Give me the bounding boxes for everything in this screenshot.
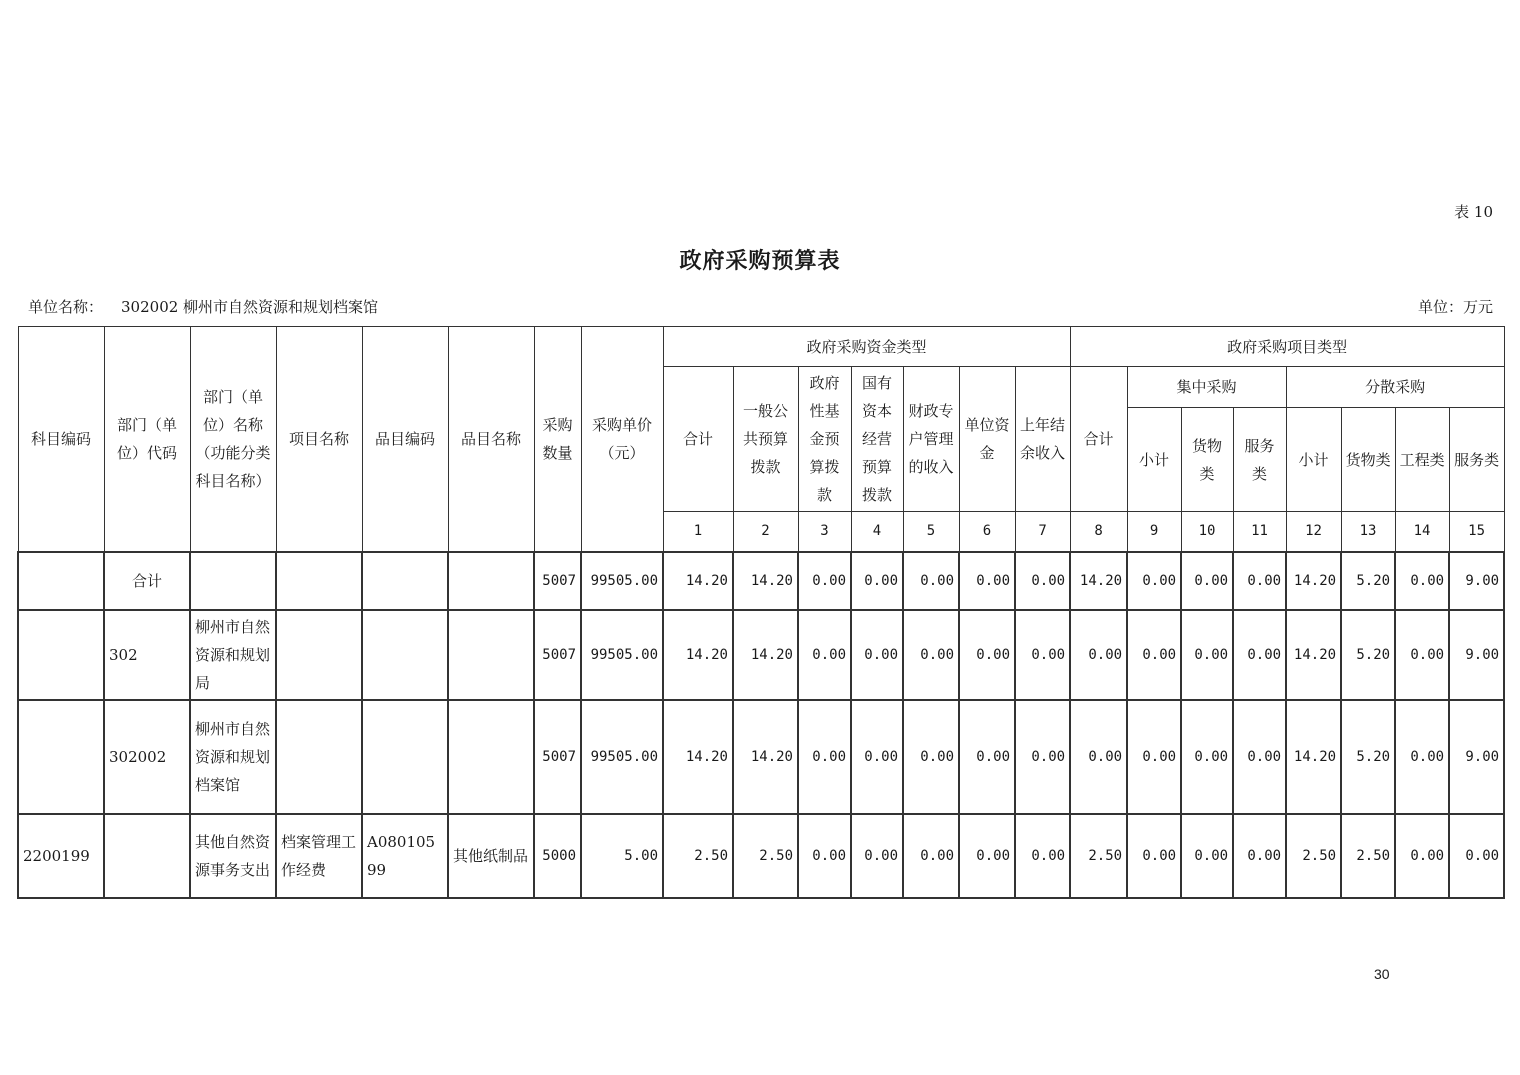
cell-value: 2.50 bbox=[1070, 814, 1127, 898]
cell-qty: 5007 bbox=[534, 610, 581, 700]
cell-unit-price: 5.00 bbox=[581, 814, 663, 898]
table-row bbox=[18, 700, 1504, 814]
header-centralized-goods: 货物类 bbox=[1181, 408, 1233, 512]
cell-value: 0.00 bbox=[1395, 700, 1449, 814]
cell-value: 0.00 bbox=[1181, 700, 1233, 814]
cell-value: 14.20 bbox=[663, 610, 733, 700]
cell-value: 0.00 bbox=[959, 610, 1015, 700]
cell-value: 0.00 bbox=[798, 610, 851, 700]
column-number: 14 bbox=[1395, 512, 1449, 552]
header-centralized-subtotal: 小计 bbox=[1127, 408, 1181, 512]
cell-value: 0.00 bbox=[1015, 700, 1070, 814]
column-number: 2 bbox=[733, 512, 798, 552]
cell-value: 2.50 bbox=[733, 814, 798, 898]
cell-value: 0.00 bbox=[959, 814, 1015, 898]
cell-value: 0.00 bbox=[1395, 610, 1449, 700]
cell-value: 0.00 bbox=[1233, 814, 1286, 898]
cell-value: 0.00 bbox=[959, 552, 1015, 610]
header-centralized: 集中采购 bbox=[1127, 367, 1286, 408]
column-number: 11 bbox=[1233, 512, 1286, 552]
cell-item-code bbox=[362, 552, 448, 610]
table-number: 表 10 bbox=[1454, 203, 1493, 221]
table-body bbox=[18, 552, 1504, 898]
column-number: 6 bbox=[959, 512, 1015, 552]
table-header bbox=[18, 327, 1504, 552]
cell-value: 14.20 bbox=[663, 700, 733, 814]
header-fund-group: 政府采购资金类型 bbox=[663, 327, 1070, 367]
column-number: 10 bbox=[1181, 512, 1233, 552]
header-decentralized-service: 服务类 bbox=[1449, 408, 1504, 512]
column-number: 9 bbox=[1127, 512, 1181, 552]
cell-value: 0.00 bbox=[1181, 814, 1233, 898]
cell-value: 0.00 bbox=[851, 610, 903, 700]
header-centralized-service: 服务类 bbox=[1233, 408, 1286, 512]
unit-label: 单位：万元 bbox=[1417, 298, 1493, 316]
cell-subject-code bbox=[18, 700, 104, 814]
cell-value: 0.00 bbox=[1015, 814, 1070, 898]
cell-dept-code: 合计 bbox=[104, 552, 190, 610]
cell-dept-name: 柳州市自然资源和规划档案馆 bbox=[190, 700, 276, 814]
cell-value: 0.00 bbox=[903, 700, 959, 814]
header-decentralized-engineering: 工程类 bbox=[1395, 408, 1449, 512]
page-title: 政府采购预算表 bbox=[679, 248, 841, 274]
cell-value: 0.00 bbox=[1233, 610, 1286, 700]
header-fund-state-capital: 国有资本经营预算拨款 bbox=[851, 367, 903, 512]
header-qty: 采购数量 bbox=[534, 327, 581, 552]
header-item-code: 品目编码 bbox=[362, 327, 448, 552]
cell-value: 0.00 bbox=[959, 700, 1015, 814]
column-number: 12 bbox=[1286, 512, 1341, 552]
column-number: 7 bbox=[1015, 512, 1070, 552]
cell-item-name: 其他纸制品 bbox=[448, 814, 534, 898]
header-fund-total: 合计 bbox=[663, 367, 733, 512]
cell-value: 0.00 bbox=[1395, 552, 1449, 610]
cell-subject-code bbox=[18, 610, 104, 700]
header-fund-gov-fund: 政府性基金预算拨款 bbox=[798, 367, 851, 512]
unit-name-value: 302002 柳州市自然资源和规划档案馆 bbox=[121, 298, 379, 316]
cell-dept-code: 302002 bbox=[104, 700, 190, 814]
column-number: 4 bbox=[851, 512, 903, 552]
cell-item-code bbox=[362, 700, 448, 814]
column-number: 8 bbox=[1070, 512, 1127, 552]
cell-value: 0.00 bbox=[1127, 814, 1181, 898]
cell-value: 9.00 bbox=[1449, 610, 1504, 700]
header-project-group: 政府采购项目类型 bbox=[1070, 327, 1504, 367]
unit-name bbox=[28, 296, 378, 317]
table-row bbox=[18, 552, 1504, 610]
cell-dept-name bbox=[190, 552, 276, 610]
column-number: 1 bbox=[663, 512, 733, 552]
cell-dept-code: 302 bbox=[104, 610, 190, 700]
cell-value: 0.00 bbox=[1070, 700, 1127, 814]
cell-value: 0.00 bbox=[798, 700, 851, 814]
cell-item-name bbox=[448, 700, 534, 814]
cell-value: 5.20 bbox=[1341, 552, 1395, 610]
column-number: 5 bbox=[903, 512, 959, 552]
cell-value: 0.00 bbox=[851, 814, 903, 898]
cell-value: 14.20 bbox=[733, 552, 798, 610]
cell-item-name bbox=[448, 610, 534, 700]
cell-value: 14.20 bbox=[1070, 552, 1127, 610]
header-fund-general: 一般公共预算拨款 bbox=[733, 367, 798, 512]
cell-dept-code bbox=[104, 814, 190, 898]
procurement-budget-table bbox=[17, 326, 1505, 899]
cell-value: 2.50 bbox=[1286, 814, 1341, 898]
cell-value: 14.20 bbox=[733, 610, 798, 700]
header-dept-name: 部门（单位）名称（功能分类科目名称） bbox=[190, 327, 276, 552]
header-unit-price: 采购单价（元） bbox=[581, 327, 663, 552]
column-number: 3 bbox=[798, 512, 851, 552]
cell-value: 2.50 bbox=[663, 814, 733, 898]
cell-value: 0.00 bbox=[903, 610, 959, 700]
cell-subject-code: 2200199 bbox=[18, 814, 104, 898]
cell-value: 14.20 bbox=[1286, 552, 1341, 610]
cell-project-name bbox=[276, 700, 362, 814]
cell-value: 0.00 bbox=[1127, 552, 1181, 610]
cell-value: 14.20 bbox=[733, 700, 798, 814]
header-decentralized-subtotal: 小计 bbox=[1286, 408, 1341, 512]
cell-unit-price: 99505.00 bbox=[581, 552, 663, 610]
cell-value: 0.00 bbox=[903, 552, 959, 610]
cell-project-name bbox=[276, 552, 362, 610]
cell-dept-name: 柳州市自然资源和规划局 bbox=[190, 610, 276, 700]
header-project-name: 项目名称 bbox=[276, 327, 362, 552]
cell-unit-price: 99505.00 bbox=[581, 700, 663, 814]
table-row bbox=[18, 610, 1504, 700]
cell-value: 0.00 bbox=[1181, 552, 1233, 610]
header-fund-carryover: 上年结余收入 bbox=[1015, 367, 1070, 512]
column-number: 15 bbox=[1449, 512, 1504, 552]
cell-value: 0.00 bbox=[798, 552, 851, 610]
cell-value: 0.00 bbox=[1127, 610, 1181, 700]
table-row bbox=[18, 814, 1504, 898]
cell-value: 0.00 bbox=[1233, 700, 1286, 814]
page-number: 30 bbox=[1374, 966, 1390, 982]
cell-value: 0.00 bbox=[851, 700, 903, 814]
cell-dept-name: 其他自然资源事务支出 bbox=[190, 814, 276, 898]
cell-value: 5.20 bbox=[1341, 700, 1395, 814]
cell-value: 0.00 bbox=[1127, 700, 1181, 814]
column-number: 13 bbox=[1341, 512, 1395, 552]
cell-qty: 5007 bbox=[534, 552, 581, 610]
cell-value: 0.00 bbox=[1181, 610, 1233, 700]
cell-qty: 5007 bbox=[534, 700, 581, 814]
cell-project-name bbox=[276, 610, 362, 700]
cell-value: 0.00 bbox=[1015, 552, 1070, 610]
cell-subject-code bbox=[18, 552, 104, 610]
header-fund-special: 财政专户管理的收入 bbox=[903, 367, 959, 512]
cell-value: 0.00 bbox=[1015, 610, 1070, 700]
cell-value: 0.00 bbox=[1070, 610, 1127, 700]
cell-unit-price: 99505.00 bbox=[581, 610, 663, 700]
cell-qty: 5000 bbox=[534, 814, 581, 898]
cell-value: 9.00 bbox=[1449, 552, 1504, 610]
cell-project-name: 档案管理工作经费 bbox=[276, 814, 362, 898]
cell-item-name bbox=[448, 552, 534, 610]
cell-value: 0.00 bbox=[798, 814, 851, 898]
cell-item-code: A08010599 bbox=[362, 814, 448, 898]
cell-value: 0.00 bbox=[851, 552, 903, 610]
cell-value: 14.20 bbox=[1286, 700, 1341, 814]
cell-value: 0.00 bbox=[903, 814, 959, 898]
header-item-name: 品目名称 bbox=[448, 327, 534, 552]
cell-value: 5.20 bbox=[1341, 610, 1395, 700]
unit-name-label: 单位名称： bbox=[28, 298, 104, 316]
cell-value: 2.50 bbox=[1341, 814, 1395, 898]
header-decentralized: 分散采购 bbox=[1286, 367, 1504, 408]
cell-item-code bbox=[362, 610, 448, 700]
cell-value: 14.20 bbox=[1286, 610, 1341, 700]
cell-value: 0.00 bbox=[1233, 552, 1286, 610]
header-subject-code: 科目编码 bbox=[18, 327, 104, 552]
cell-value: 0.00 bbox=[1449, 814, 1504, 898]
header-dept-code: 部门（单位）代码 bbox=[104, 327, 190, 552]
cell-value: 14.20 bbox=[663, 552, 733, 610]
cell-value: 0.00 bbox=[1395, 814, 1449, 898]
header-fund-unit: 单位资金 bbox=[959, 367, 1015, 512]
header-project-total: 合计 bbox=[1070, 367, 1127, 512]
cell-value: 9.00 bbox=[1449, 700, 1504, 814]
header-decentralized-goods: 货物类 bbox=[1341, 408, 1395, 512]
